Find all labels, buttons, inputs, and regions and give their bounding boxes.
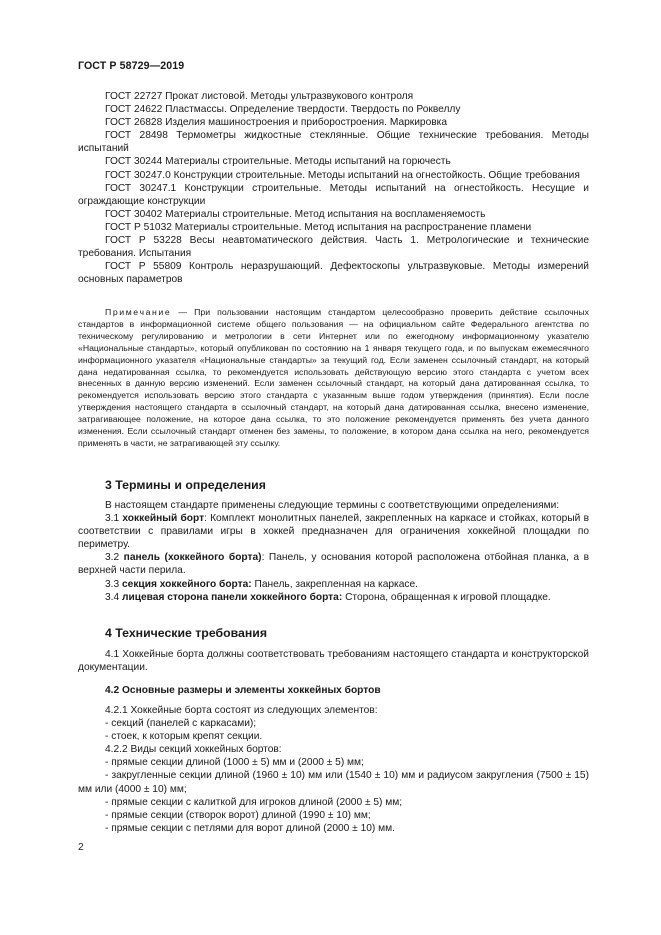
reference-item: ГОСТ Р 55809 Контроль неразрушающий. Дефектоскопы ультразвуковые. Методы измерений основных параметров [78,261,589,286]
note-block [78,307,589,450]
reference-item: ГОСТ 30247.0 Конструкции строительные. Методы испытаний на огнестойкость. Общие требования [105,169,580,181]
note-paragraph [78,307,589,450]
term-3-1 [78,512,589,551]
reference-item: ГОСТ 26828 Изделия машиностроения и приборостроения. Маркировка [105,117,448,129]
term-3-2 [78,551,589,577]
list-line: 4.2.1 Хоккейные борта состоят из следующих элементов: [105,705,378,716]
list-line: - прямые секции с петлями для ворот длиной (2000 ± 10) мм. [105,822,395,834]
term-name: панель (хоккейного борта) [123,552,262,564]
section-3-intro: В настоящем стандарте применены следующие термины с соответствующими определениями: [105,500,560,511]
reference-item: ГОСТ 30244 Материалы строительные. Методы испытаний на горючесть [105,156,451,168]
reference-item: ГОСТ 28498 Термометры жидкостные стеклянные. Общие технические требования. Методы испытаний [78,130,589,155]
note-text: — При пользовании настоящим стандартом целесообразно проверить действие ссылочных стандартов в информационной системе общего пользования — на официальном сайте Федерального агентства по техническому регулированию и метрологии в сети Интернет или по ежегодному информационному указателю «Национальные стандарты», который опубликован по состоянию на 1 января текущего года, и по выпускам ежемесячного информационного указателя «Национальные стандарты» за текущий год. Если заменен ссылочный стандарт, на который дана недатированная ссылка, то рекомендуется использовать действующую версию этого стандарта с учетом всех внесенных в данную версию изменений. Если заменен ссылочный стандарт, на который дана датированная ссылка, то рекомендуется использовать версию этого стандарта с указанным выше годом утверждения (принятия). Если после утверждения настоящего стандарта в ссылочный стандарт, на который дана датированная ссылка, внесено изменение, затрагивающее положение, на которое дана ссылка, то это положение рекомендуется применять без учета данного изменения. Если ссылочный стандарт отменен без замены, то положение, в котором дана ссылка на него, рекомендуется применять в части, не затрагивающей эту ссылку. [78,307,589,448]
term-definition: Панель, закрепленная на каркасе. [251,578,418,590]
term-number: 3.2 [105,552,124,564]
reference-item: ГОСТ Р 53228 Весы неавтоматического действия. Часть 1. Метрологические и технические требования. Испытания [78,235,589,260]
term-name: секция хоккейного борта: [122,578,252,590]
list-line: - прямые секции длиной (1000 ± 5) мм и (2000 ± 5) мм; [105,757,364,769]
term-number: 3.3 [105,578,122,590]
paragraph-4-1: 4.1 Хоккейные борта должны соответствовать требованиям настоящего стандарта и конструкторской документации. [78,649,589,674]
note-label: Примечание [105,307,172,317]
subsection-4-2-title: 4.2 Основные размеры и элементы хоккейных бортов [105,685,381,696]
reference-item: ГОСТ 22727 Прокат листовой. Методы ультразвукового контроля [105,91,414,102]
subsection-4-2-body [78,704,589,835]
term-3-4 [78,591,589,604]
reference-item: ГОСТ 24622 Пластмассы. Определение твердости. Твердость по Роквеллу [105,104,461,116]
term-name: лицевая сторона панели хоккейного борта: [122,591,343,603]
reference-item: ГОСТ 30402 Материалы строительные. Метод испытания на воспламеняемость [105,208,486,220]
term-number: 3.4 [105,591,122,603]
term-definition: : Панель, у основания которой расположена отбойная планка, а в верхней части перила. [78,552,590,577]
document-header: ГОСТ Р 58729—2019 [78,60,185,72]
term-number: 3.1 [105,513,123,525]
reference-item: ГОСТ Р 51032 Материалы строительные. Метод испытания на распространение пламени [105,221,532,233]
term-definition: : Комплект монолитных панелей, закрепленных на каркасе и стойках, который в соответствии с правилами игры в хоккей предназначен для ограничения хоккейной площадки по периметру. [78,513,589,551]
reference-item: ГОСТ 30247.1 Конструкции строительные. Методы испытаний на огнестойкость. Несущие и ограждающие конструкции [78,182,589,207]
section-3-body [78,499,589,604]
list-line: - стоек, к которым крепят секции. [105,731,263,743]
normative-references-list [78,90,589,286]
list-line: - секций (панелей с каркасами); [105,718,257,730]
list-line: 4.2.2 Виды секций хоккейных бортов: [105,744,282,756]
term-3-3 [78,578,589,591]
list-line: - закругленные секции длиной (1960 ± 10) мм или (1540 ± 10) мм и радиусом закругления (7500 ± 15) мм или (4000 ± 10) мм; [78,770,589,795]
list-line: - прямые секции (створок ворот) длиной (1990 ± 10) мм; [105,809,371,821]
term-definition: Сторона, обращенная к игровой площадке. [342,591,551,603]
page-number: 2 [78,842,84,853]
section-3-title: 3 Термины и определения [105,478,266,492]
term-name: хоккейный борт [122,513,205,525]
section-4-1 [78,648,589,674]
section-4-title: 4 Технические требования [105,626,267,640]
list-line: - прямые секции с калиткой для игроков длиной (2000 ± 5) мм; [105,796,403,808]
